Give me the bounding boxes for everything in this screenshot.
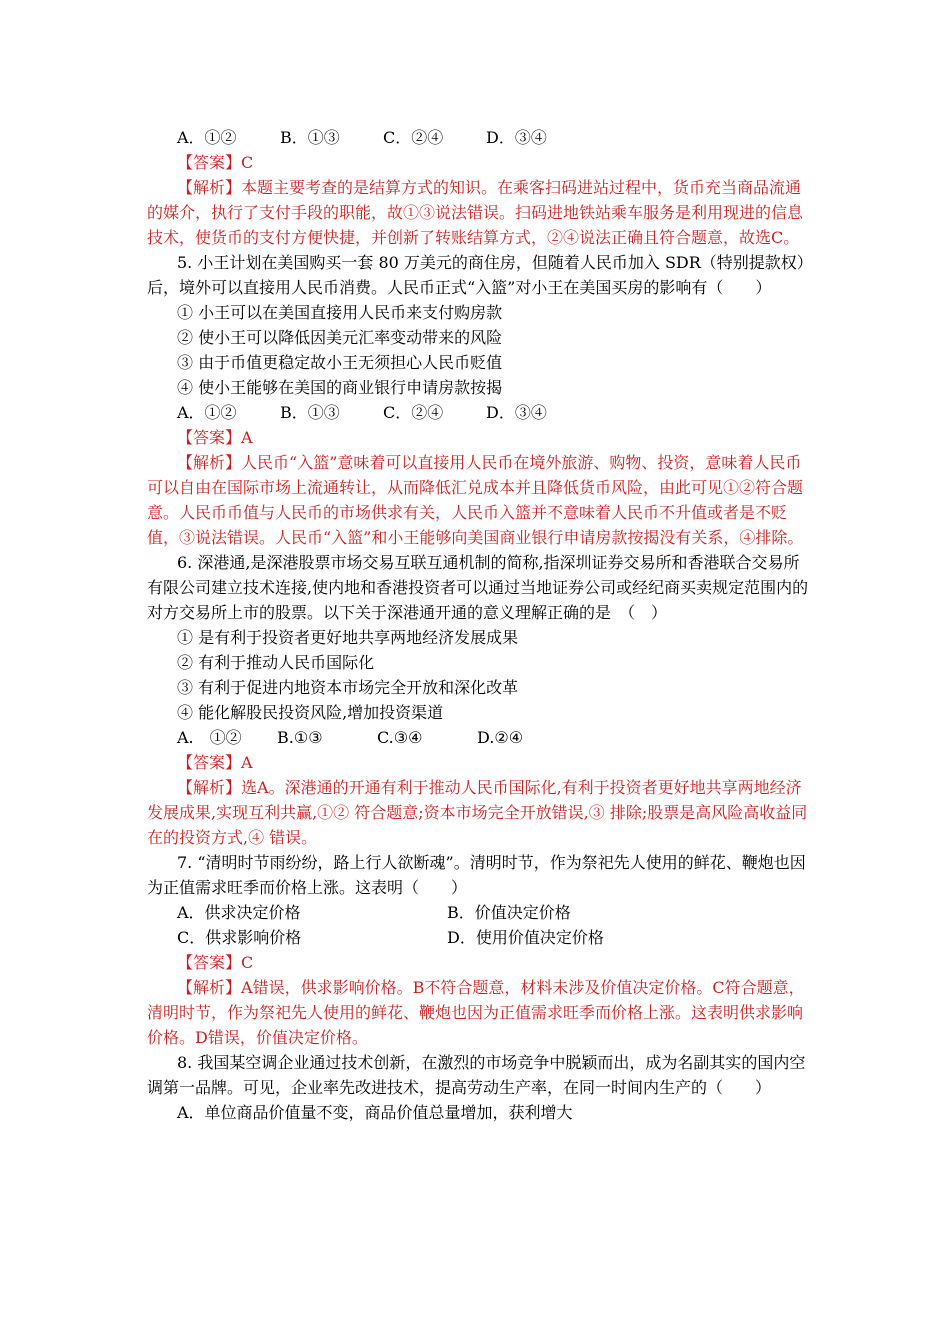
q7-analysis xyxy=(147,975,812,1050)
analysis-tag: 【解析】 xyxy=(177,178,242,197)
q5-option-d: D．③④ xyxy=(486,403,547,422)
q6-option-b: B.①③ xyxy=(277,728,323,747)
answer-tag: 【答案】 xyxy=(177,753,242,772)
q6-item-1: ① 是有利于投资者更好地共享两地经济发展成果 xyxy=(177,628,519,647)
q6-option-a: A. ①② xyxy=(177,728,242,747)
q6-option-d: D.②④ xyxy=(477,728,524,747)
q5-stem: 5. 小王计划在美国购买一套 80 万美元的商住房，但随着人民币加入 SDR（特别提款权）后，境外可以直接用人民币消费。人民币正式“入篮”对小王在美国买房的影响有（ ） xyxy=(147,253,805,297)
q7-option-b: B．价值决定价格 xyxy=(447,903,571,922)
q4-option-d: D．③④ xyxy=(486,128,547,147)
q7-options-row-1 xyxy=(147,900,812,925)
analysis-tag: 【解析】 xyxy=(177,453,242,472)
analysis-text: 选A。深港通的开通有利于推动人民币国际化,有利于投资者更好地共享两地经济发展成果,实现互利共赢,①② 符合题意;资本市场完全开放错误,③ 排除;股票是高风险高收益同在的投资方式,④ 错误。 xyxy=(147,778,808,847)
q8-stem: 8. 我国某空调企业通过技术创新，在激烈的市场竞争中脱颖而出，成为名副其实的国内空调第一品牌。可见，企业率先改进技术，提高劳动生产率，在同一时间内生产的（ ） xyxy=(147,1053,806,1097)
q7-options-row-2 xyxy=(147,925,812,950)
q6-analysis xyxy=(147,775,812,850)
q5-item-1: ① 小王可以在美国直接用人民币来支付购房款 xyxy=(177,303,503,322)
q7-option-c: C．供求影响价格 xyxy=(177,928,302,947)
q6-answer xyxy=(147,750,812,775)
q5-item-2: ② 使小王可以降低因美元汇率变动带来的风险 xyxy=(177,328,503,347)
q7-answer xyxy=(147,950,812,975)
q4-analysis xyxy=(147,175,812,250)
q5-answer xyxy=(147,425,812,450)
q5-item-4: ④ 使小王能够在美国的商业银行申请房款按揭 xyxy=(177,378,503,397)
answer-value: C xyxy=(241,153,254,172)
q4-options xyxy=(147,125,812,150)
answer-value: A xyxy=(241,753,253,772)
answer-tag: 【答案】 xyxy=(177,953,242,972)
analysis-tag: 【解析】 xyxy=(177,778,242,797)
q4-option-c: C．②④ xyxy=(383,128,444,147)
q6-stem: 6. 深港通,是深港股票市场交易互联互通机制的简称,指深圳证券交易所和香港联合交易所有限公司建立技术连接,使内地和香港投资者可以通过当地证券公司或经纪商买卖规定范围内的对方交易所上市的股票。以下关于深港通开通的意义理解正确的是 （ ） xyxy=(147,553,809,622)
q6-options xyxy=(147,725,812,750)
q5-option-b: B．①③ xyxy=(280,403,340,422)
q4-answer xyxy=(147,150,812,175)
q6-option-c: C.③④ xyxy=(377,728,423,747)
answer-value: A xyxy=(241,428,253,447)
q4-option-b: B．①③ xyxy=(280,128,340,147)
q8-option-a: A．单位商品价值量不变，商品价值总量增加，获利增大 xyxy=(177,1103,573,1122)
answer-tag: 【答案】 xyxy=(177,153,242,172)
q4-option-a: A．①② xyxy=(177,128,237,147)
q6-item-2: ② 有利于推动人民币国际化 xyxy=(177,653,375,672)
q7-stem: 7. “清明时节雨纷纷，路上行人欲断魂”。清明时节，作为祭祀先人使用的鲜花、鞭炮也因为正值需求旺季而价格上涨。这表明（ ） xyxy=(147,853,806,897)
answer-tag: 【答案】 xyxy=(177,428,242,447)
q5-options xyxy=(147,400,812,425)
analysis-tag: 【解析】 xyxy=(177,978,242,997)
analysis-text: 人民币“入篮”意味着可以直接用人民币在境外旅游、购物、投资，意味着人民币可以自由在国际市场上流通转让，从而降低汇兑成本并且降低货币风险，由此可见①②符合题意。人民币币值与人民币的市场供求有关，人民币入篮并不意味着人民币不升值或者是不贬值，③说法错误。人民币“入篮”和小王能够向美国商业银行申请房款按揭没有关系，④排除。 xyxy=(147,453,804,547)
q6-item-4: ④ 能化解股民投资风险,增加投资渠道 xyxy=(177,703,444,722)
analysis-text: A错误，供求影响价格。B不符合题意，材料未涉及价值决定价格。C符合题意，清明时节，作为祭祀先人使用的鲜花、鞭炮也因为正值需求旺季而价格上涨。这表明供求影响价格。D错误，价值决定价格。 xyxy=(147,978,805,1047)
document-content xyxy=(147,125,812,1125)
q5-analysis xyxy=(147,450,812,550)
q5-option-a: A．①② xyxy=(177,403,237,422)
q5-item-3: ③ 由于币值更稳定故小王无须担心人民币贬值 xyxy=(177,353,503,372)
q6-item-3: ③ 有利于促进内地资本市场完全开放和深化改革 xyxy=(177,678,519,697)
answer-value: C xyxy=(241,953,254,972)
analysis-text: 本题主要考查的是结算方式的知识。在乘客扫码进站过程中，货币充当商品流通的媒介，执行了支付手段的职能，故①③说法错误。扫码进地铁站乘车服务是利用现进的信息技术，使货币的支付方便快捷，并创新了转账结算方式，②④说法正确且符合题意，故选C。 xyxy=(147,178,804,247)
q7-option-d: D．使用价值决定价格 xyxy=(447,928,604,947)
q7-option-a: A．供求决定价格 xyxy=(177,903,301,922)
q5-option-c: C．②④ xyxy=(383,403,444,422)
